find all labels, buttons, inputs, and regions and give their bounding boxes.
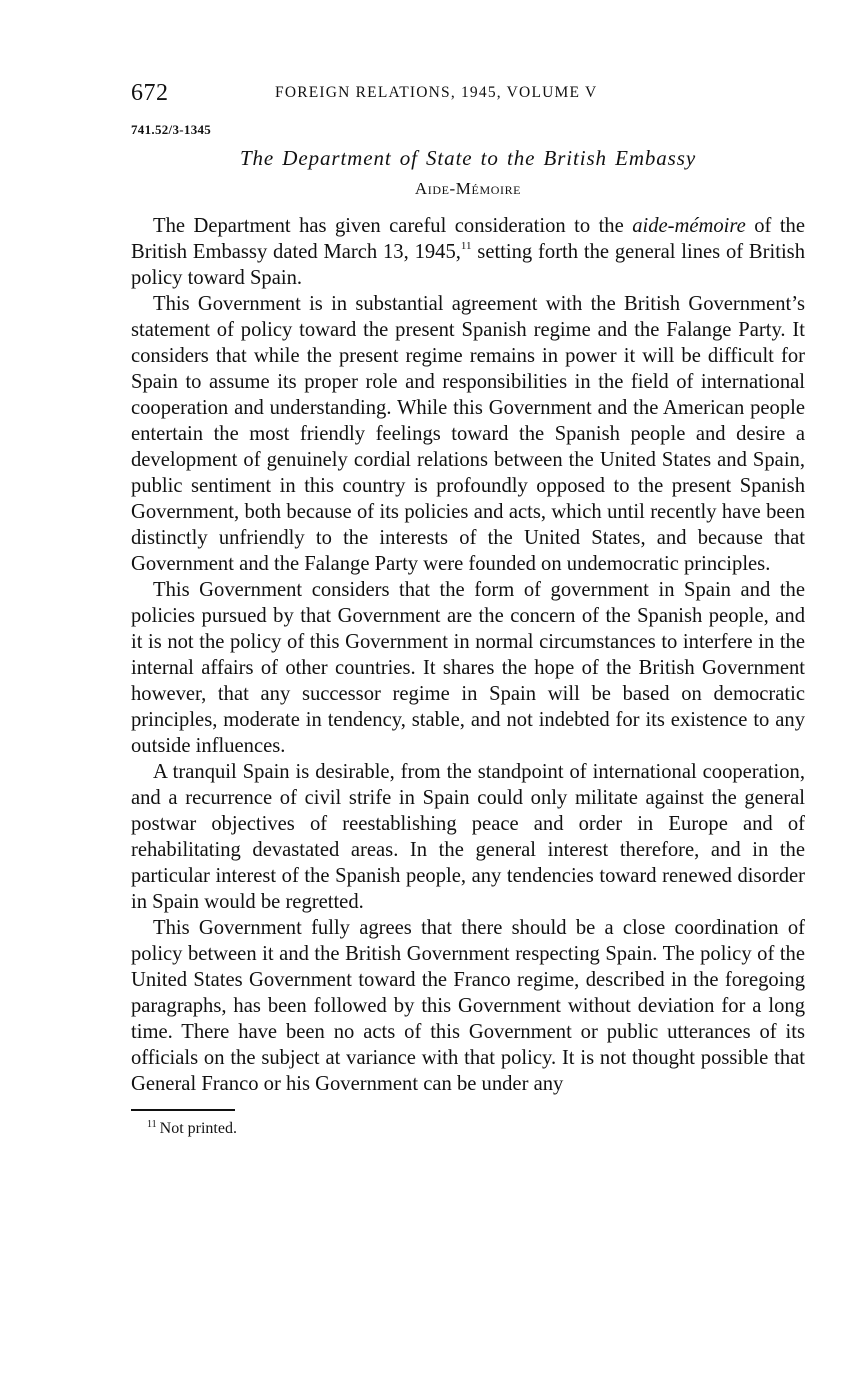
body-text: [131, 213, 805, 1097]
aide-memoire-term: aide-mémoire: [632, 215, 746, 237]
footnote-text: Not printed.: [159, 1120, 237, 1137]
paragraph-1-text-start: The Department has given careful consideration to the: [153, 215, 633, 237]
paragraph-2: This Government is in substantial agreement with the British Government’s statement of policy toward the present Spanish regime and the Falange Party. It considers that while the present regime remains in power it will be difficult for Spain to assume its proper role and responsibilities in the field of international cooperation and understanding. While this Government and the American people entertain the most friendly feelings toward the Spanish people and desire a development of genuinely cordial relations between the United States and Spain, public sentiment in this country is profoundly opposed to the present Spanish Government, both because of its policies and acts, which until recently have been distinctly unfriendly to the interests of the United States, and because that Government and the Falange Party were founded on undemocratic principles.: [131, 293, 805, 575]
paragraph-1-text-end: setting forth the general lines of British policy toward Spain.: [131, 241, 805, 289]
footnote-reference: 11: [460, 240, 472, 252]
footnote-number: 11: [147, 1119, 157, 1130]
paragraph-1: [131, 213, 805, 291]
running-title: FOREIGN RELATIONS, 1945, VOLUME V: [275, 84, 598, 101]
document-title: The Department of State to the British Embassy: [239, 146, 697, 170]
page-number: 672: [131, 80, 169, 106]
paragraph-5: This Government fully agrees that there should be a close coordination of policy between it and the British Government respecting Spain. The policy of the United States Government toward the Franco regime, described in the foregoing paragraphs, has been followed by this Government without deviation for a long time. There have been no acts of this Government or public utterances of its officials on the subject at variance with that policy. It is not thought possible that General Franco or his Government can be under any: [131, 917, 805, 1095]
running-header: [131, 78, 805, 112]
footnote-divider: [131, 1109, 235, 1111]
footnote: [131, 1119, 805, 1139]
document-page: [131, 78, 805, 1139]
paragraph-1-text-middle: of the British Embassy dated March 13, 1945,: [131, 215, 805, 263]
paragraph-3: This Government considers that the form of government in Spain and the policies pursued by that Government are the concern of the Spanish people, and it is not the policy of this Government in normal circumstances to interfere in the internal affairs of other countries. It shares the hope of the British Government however, that any successor regime in Spain will be based on democratic principles, moderate in tendency, stable, and not indebted for its existence to any outside influences.: [131, 579, 805, 757]
document-subtitle: Aide-Mémoire: [414, 179, 522, 198]
paragraph-4: A tranquil Spain is desirable, from the standpoint of international cooperation, and a recurrence of civil strife in Spain could only militate against the general postwar objectives of reestablishing peace and order in Europe and of rehabilitating devastated areas. In the general interest therefore, and in the particular interest of the Spanish people, any tendencies toward renewed disorder in Spain would be regretted.: [131, 761, 805, 913]
file-number: 741.52/3-1345: [131, 122, 212, 137]
